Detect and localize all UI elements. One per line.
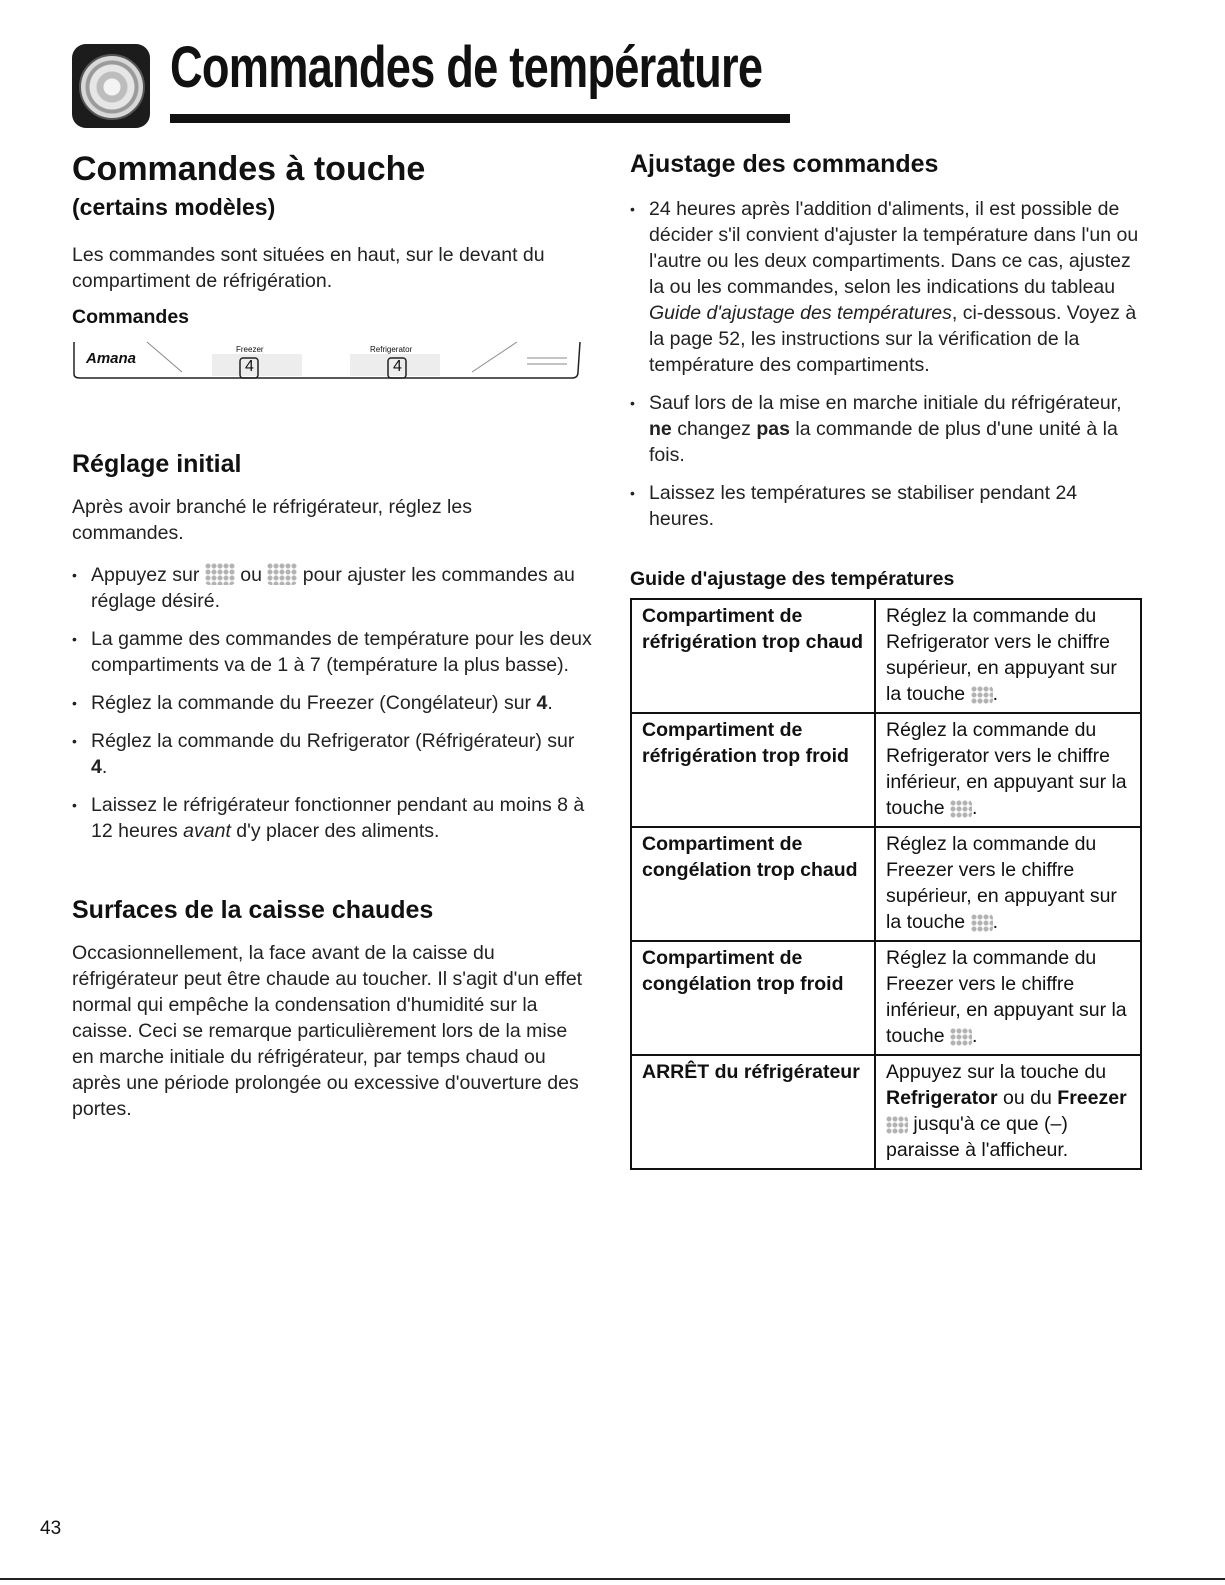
list-text: ou: [240, 564, 262, 586]
brand-logo: Amana: [86, 350, 137, 367]
action-end: .: [992, 683, 998, 705]
list-item: • La gamme des commandes de température pour les deux compartiments va de 1 à 7 (température la plus basse).: [72, 626, 592, 678]
adjusting-list: [630, 196, 1140, 544]
list-item: [72, 562, 592, 614]
action-text: jusqu'à ce que (–) paraisse à l'afficheur.: [886, 1113, 1069, 1161]
list-text: pour ajuster les commandes au réglage désiré.: [91, 564, 575, 612]
colder-key-icon: [950, 800, 972, 818]
table-row: [631, 713, 1141, 827]
section-title-adjusting: Ajustage des commandes: [630, 150, 939, 178]
freezer-display: 4: [245, 358, 254, 375]
list-text: 24 heures après l'addition d'aliments, il est possible de décider s'il convient d'ajuster la température dans l'un ou l'autre ou les deux compartiments. Dans ce cas, ajustez la ou les commandes, selon les indications du tableau: [649, 198, 1139, 298]
action-cell: [875, 713, 1141, 827]
initial-setting-list: [72, 562, 592, 856]
list-emphasis: avant: [183, 820, 231, 842]
condition-cell: Compartiment de réfrigération trop chaud: [631, 599, 875, 713]
condition-cell: Compartiment de réfrigération trop froid: [631, 713, 875, 827]
section-title-touch-controls: Commandes à touche: [72, 150, 426, 188]
action-emphasis: Freezer: [1057, 1087, 1127, 1109]
list-text: Réglez la commande du Refrigerator (Réfrigérateur) sur: [91, 730, 575, 752]
list-item: • Réglez la commande du Refrigerator (Réfrigérateur) sur 4.: [72, 728, 592, 780]
refrigerator-display: 4: [393, 358, 402, 375]
colder-key-icon: [950, 1028, 972, 1046]
dial-icon: [72, 44, 150, 128]
freezer-label: Freezer: [236, 345, 264, 354]
colder-key-icon: [205, 563, 235, 585]
list-text: Laissez le réfrigérateur fonctionner pendant au moins 8 à 12 heures: [91, 794, 585, 842]
list-value: 4: [536, 692, 548, 714]
adjustment-guide-table: [630, 598, 1142, 1170]
action-end: .: [971, 1025, 978, 1047]
control-panel-figure: [72, 340, 582, 382]
action-end: .: [992, 911, 998, 933]
list-text: Réglez la commande du Freezer (Congélateur) sur: [91, 692, 532, 714]
section-title-initial-setting: Réglage initial: [72, 450, 242, 478]
section-title-warm-surfaces: Surfaces de la caisse chaudes: [72, 896, 434, 924]
condition-cell: Compartiment de congélation trop froid: [631, 941, 875, 1055]
action-text: Réglez la commande du Freezer vers le chiffre inférieur, en appuyant sur la touche: [886, 947, 1127, 1047]
warmer-key-icon: [971, 686, 993, 704]
list-text: Sauf lors de la mise en marche initiale du réfrigérateur,: [649, 392, 1122, 414]
list-value: 4: [91, 756, 102, 778]
list-item: [630, 196, 1140, 378]
action-end: .: [971, 797, 978, 819]
table-row: [631, 941, 1141, 1055]
title-rule: [170, 114, 790, 123]
page-title: Commandes de température: [170, 35, 763, 100]
list-item: • Laissez les températures se stabiliser pendant 24 heures.: [630, 480, 1140, 532]
list-emphasis: pas: [756, 418, 790, 440]
figure-label: Commandes: [72, 306, 190, 328]
list-item: [630, 390, 1140, 468]
warmer-key-icon: [971, 914, 993, 932]
list-emphasis: ne: [649, 418, 672, 440]
action-text: Réglez la commande du Refrigerator vers le chiffre inférieur, en appuyant sur la touche: [886, 719, 1127, 819]
touch-controls-intro: Les commandes sont situées en haut, sur le devant du compartiment de réfrigération.: [72, 244, 545, 292]
page-number: 43: [40, 1518, 62, 1539]
section-subtitle: (certains modèles): [72, 194, 276, 220]
action-cell: [875, 827, 1141, 941]
action-cell: [875, 941, 1141, 1055]
warm-surfaces-body: Occasionnellement, la face avant de la caisse du réfrigérateur peut être chaude au toucher. Il s'agit d'un effet normal qui empêche la condensation d'humidité sur la caisse. Ceci se remarque particulièrement lors de la mise en marche initiale du réfrigérateur, par temps chaud ou après une période prolongée ou excessive d'ouverture des portes.: [72, 942, 583, 1120]
table-row: [631, 599, 1141, 713]
bottom-rule: [0, 1578, 1225, 1580]
list-item: [72, 792, 592, 844]
guide-title: Guide d'ajustage des températures: [630, 568, 955, 590]
list-text: , ci-dessous. Voyez à la page 52, les instructions sur la vérification de la température des compartiments.: [649, 302, 1137, 376]
list-text: d'y placer des aliments.: [236, 820, 440, 842]
action-cell: [875, 1055, 1141, 1169]
action-cell: [875, 599, 1141, 713]
list-text: la commande de plus d'une unité à la fois.: [649, 418, 1118, 466]
list-text: Appuyez sur: [91, 564, 200, 586]
action-emphasis: Refrigerator: [886, 1087, 998, 1109]
list-emphasis: Guide d'ajustage des températures: [649, 302, 952, 324]
table-row: [631, 1055, 1141, 1169]
refrigerator-label: Refrigerator: [370, 345, 413, 354]
action-text: Réglez la commande du Freezer vers le chiffre supérieur, en appuyant sur la touche: [886, 833, 1117, 933]
table-row: [631, 827, 1141, 941]
initial-setting-intro: Après avoir branché le réfrigérateur, réglez les commandes.: [72, 496, 472, 544]
warmer-key-icon: [267, 563, 297, 585]
condition-cell: ARRÊT du réfrigérateur: [631, 1055, 875, 1169]
colder-key-icon: [886, 1116, 908, 1134]
list-item: • Réglez la commande du Freezer (Congélateur) sur 4.: [72, 690, 592, 716]
condition-cell: Compartiment de congélation trop chaud: [631, 827, 875, 941]
action-text: Réglez la commande du Refrigerator vers le chiffre supérieur, en appuyant sur la touche: [886, 605, 1117, 705]
list-text: changez: [677, 418, 751, 440]
action-text: ou du: [1003, 1087, 1052, 1109]
action-text: Appuyez sur la touche du: [886, 1061, 1107, 1083]
